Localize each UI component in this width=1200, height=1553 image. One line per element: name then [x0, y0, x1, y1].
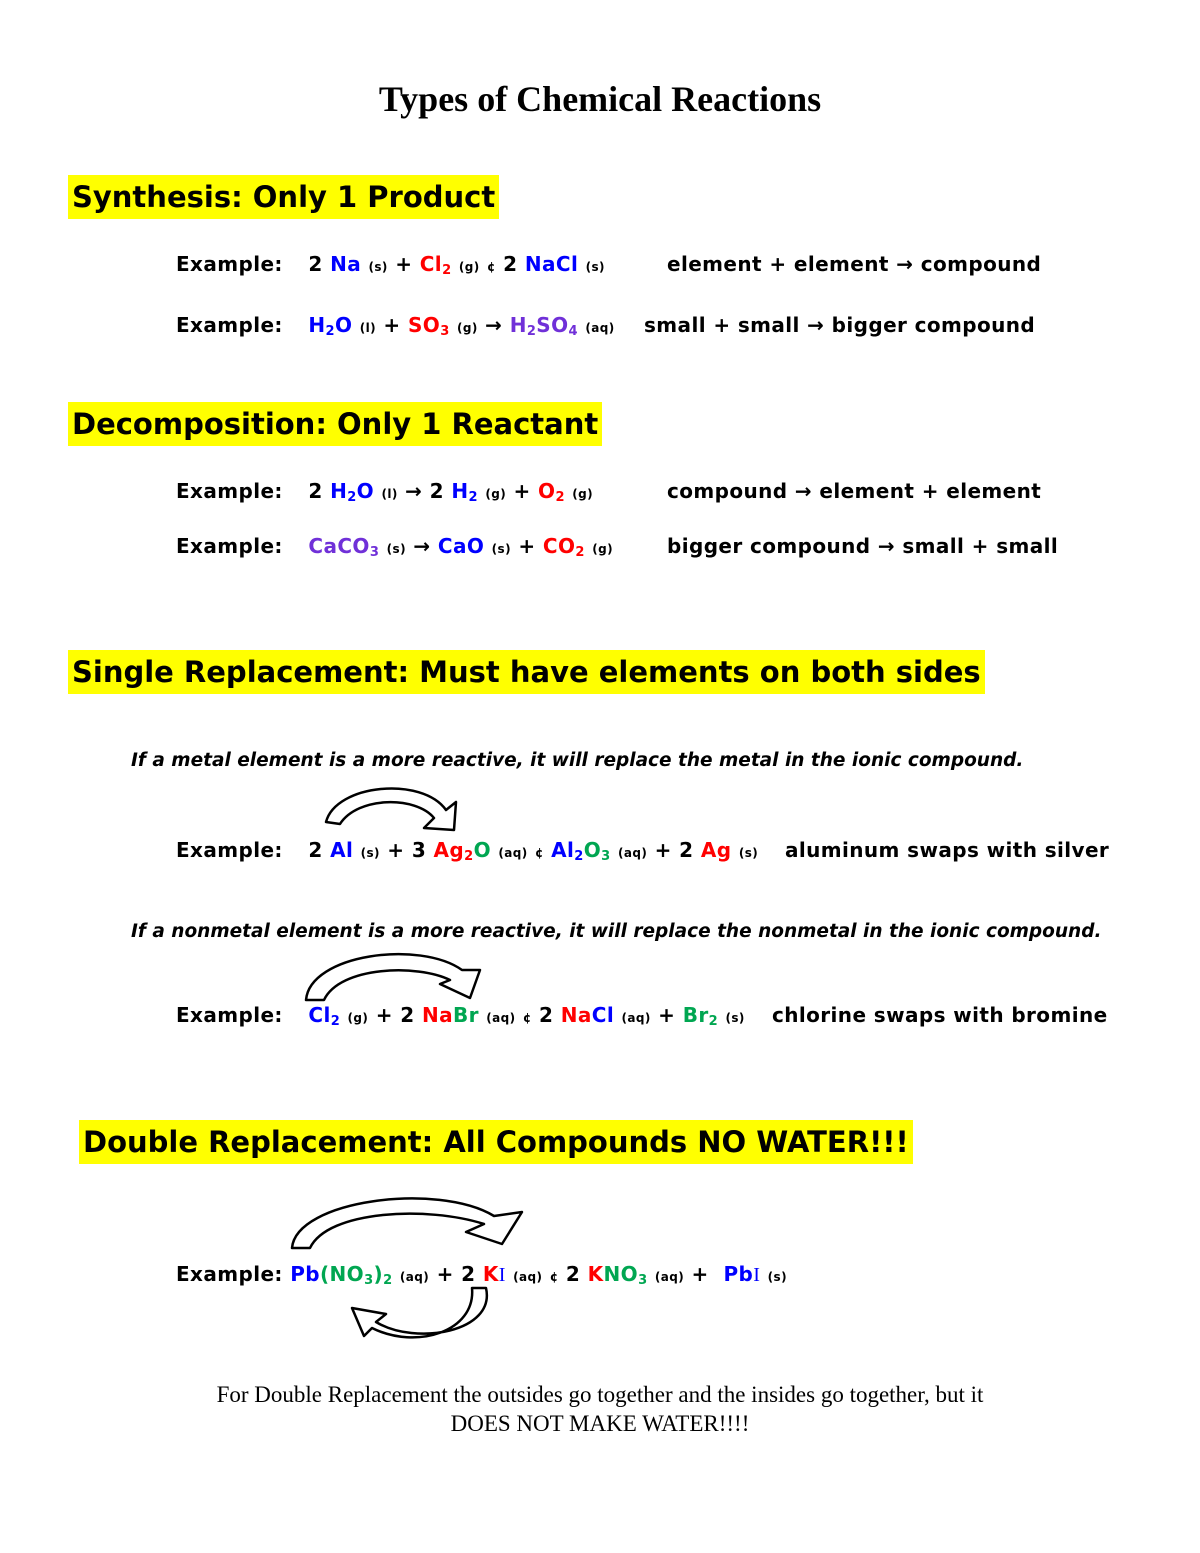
species-h2o: H2O [308, 313, 353, 339]
arrow-symbol: → [485, 313, 503, 337]
decomposition-example-2 [176, 534, 613, 560]
state: (s) [360, 846, 380, 860]
coefficient: 2 [308, 252, 323, 276]
swap-arrow-icon [300, 948, 490, 1004]
state: (g) [592, 542, 613, 556]
decomposition-example-1 [176, 479, 593, 505]
footer-line-2: DOES NOT MAKE WATER!!!! [450, 1411, 750, 1436]
state: (aq) [617, 846, 648, 860]
state: (g) [347, 1011, 369, 1025]
coefficient: 3 [411, 838, 427, 862]
yield-symbol: ¢ [487, 260, 496, 274]
yield-symbol: ¢ [535, 846, 544, 860]
state: (s) [585, 260, 605, 274]
plus-sign: + [383, 313, 401, 337]
species-cl2: Cl2 [308, 1003, 341, 1029]
state: (aq) [486, 1011, 516, 1025]
plus-sign: + [658, 1003, 676, 1027]
single-replacement-heading: Single Replacement: Must have elements on both sides [68, 650, 985, 694]
species-pbi: PbI [723, 1262, 761, 1286]
page-title: Types of Chemical Reactions [378, 79, 822, 119]
footer-note [0, 1380, 1200, 1438]
species-ki: KI [482, 1262, 506, 1286]
plus-sign: + [513, 479, 531, 503]
species-so3: SO3 [407, 313, 450, 339]
species-al: Al [330, 838, 354, 862]
state: (aq) [585, 321, 615, 335]
state: (g) [485, 487, 507, 501]
example-label: Example: [176, 1262, 283, 1286]
synthesis-example-2 [176, 313, 615, 339]
state: (g) [572, 487, 594, 501]
state: (g) [458, 260, 480, 274]
species-ag: Ag [700, 838, 732, 862]
state: (aq) [498, 846, 528, 860]
example-label: Example: [176, 838, 283, 862]
species-nacl: NaCl [524, 252, 579, 276]
swap-arrow-icon [346, 1284, 496, 1342]
state: (aq) [399, 1270, 430, 1284]
state: (aq) [621, 1011, 651, 1025]
footer-line-1: For Double Replacement the outsides go together and the insides go together, but it [216, 1382, 984, 1407]
decomposition-desc-1: compound → element + element [667, 479, 1042, 503]
coefficient: 2 [429, 479, 444, 503]
species-kno3: KNO3 [587, 1262, 648, 1288]
synthesis-heading: Synthesis: Only 1 Product [68, 175, 499, 219]
synthesis-desc-1: element + element → compound [667, 252, 1042, 276]
coefficient: 2 [679, 838, 694, 862]
plus-sign: + [375, 1003, 393, 1027]
single-example-2 [176, 1003, 745, 1029]
coefficient: 2 [539, 1003, 554, 1027]
coefficient: 2 [308, 479, 323, 503]
species-o2: O2 [538, 479, 565, 505]
state: (s) [386, 542, 406, 556]
example-label: Example: [176, 534, 283, 558]
decomposition-desc-2: bigger compound → small + small [667, 534, 1059, 558]
state: (s) [767, 1270, 787, 1284]
state: (s) [491, 542, 511, 556]
decomposition-heading: Decomposition: Only 1 Reactant [68, 402, 602, 446]
yield-symbol: ¢ [549, 1270, 559, 1284]
species-al2o3: Al2O3 [551, 838, 611, 864]
state: (s) [738, 846, 759, 860]
plus-sign: + [691, 1262, 709, 1286]
yield-symbol: ¢ [522, 1011, 532, 1025]
single-desc-2: chlorine swaps with bromine [772, 1003, 1108, 1027]
swap-arrow-icon [288, 1192, 528, 1254]
state: (l) [381, 487, 398, 501]
state: (aq) [513, 1270, 543, 1284]
species-cl2: Cl2 [419, 252, 452, 278]
coefficient: 2 [461, 1262, 476, 1286]
plus-sign: + [387, 838, 405, 862]
swap-arrow-icon [318, 780, 478, 838]
species-nabr: NaBr [421, 1003, 479, 1027]
coefficient: 2 [565, 1262, 581, 1286]
plus-sign: + [518, 534, 536, 558]
species-pbno32: Pb(NO3)2 [290, 1262, 393, 1288]
species-co2: CO2 [542, 534, 585, 560]
species-br2: Br2 [682, 1003, 719, 1029]
example-label: Example: [176, 479, 283, 503]
coefficient: 2 [308, 838, 323, 862]
species-na: Na [330, 252, 362, 276]
species-h2o: H2O [330, 479, 375, 505]
synthesis-desc-2: small + small → bigger compound [644, 313, 1036, 337]
species-ag2o: Ag2O [433, 838, 491, 864]
species-nacl: NaCl [560, 1003, 615, 1027]
plus-sign: + [436, 1262, 454, 1286]
species-h2: H2 [451, 479, 478, 505]
species-caco3: CaCO3 [308, 534, 380, 560]
state: (s) [368, 260, 388, 274]
arrow-symbol: → [405, 479, 423, 503]
state: (g) [457, 321, 478, 335]
species-h2so4: H2SO4 [509, 313, 578, 339]
single-desc-1: aluminum swaps with silver [785, 838, 1110, 862]
single-example-1 [176, 838, 758, 864]
example-label: Example: [176, 313, 283, 337]
plus-sign: + [395, 252, 413, 276]
single-note-metal: If a metal element is a more reactive, it will replace the metal in the ionic compound. [131, 750, 1024, 771]
species-cao: CaO [437, 534, 485, 558]
arrow-symbol: → [413, 534, 431, 558]
state: (s) [725, 1011, 745, 1025]
plus-sign: + [654, 838, 672, 862]
example-label: Example: [176, 252, 283, 276]
example-label: Example: [176, 1003, 283, 1027]
coefficient: 2 [503, 252, 518, 276]
coefficient: 2 [400, 1003, 415, 1027]
single-note-nonmetal: If a nonmetal element is a more reactive, it will replace the nonmetal in the ionic compound. [131, 921, 1102, 942]
double-replacement-heading: Double Replacement: All Compounds NO WATER!!! [79, 1120, 913, 1164]
synthesis-example-1 [176, 252, 605, 278]
state: (l) [359, 321, 377, 335]
state: (aq) [654, 1270, 685, 1284]
